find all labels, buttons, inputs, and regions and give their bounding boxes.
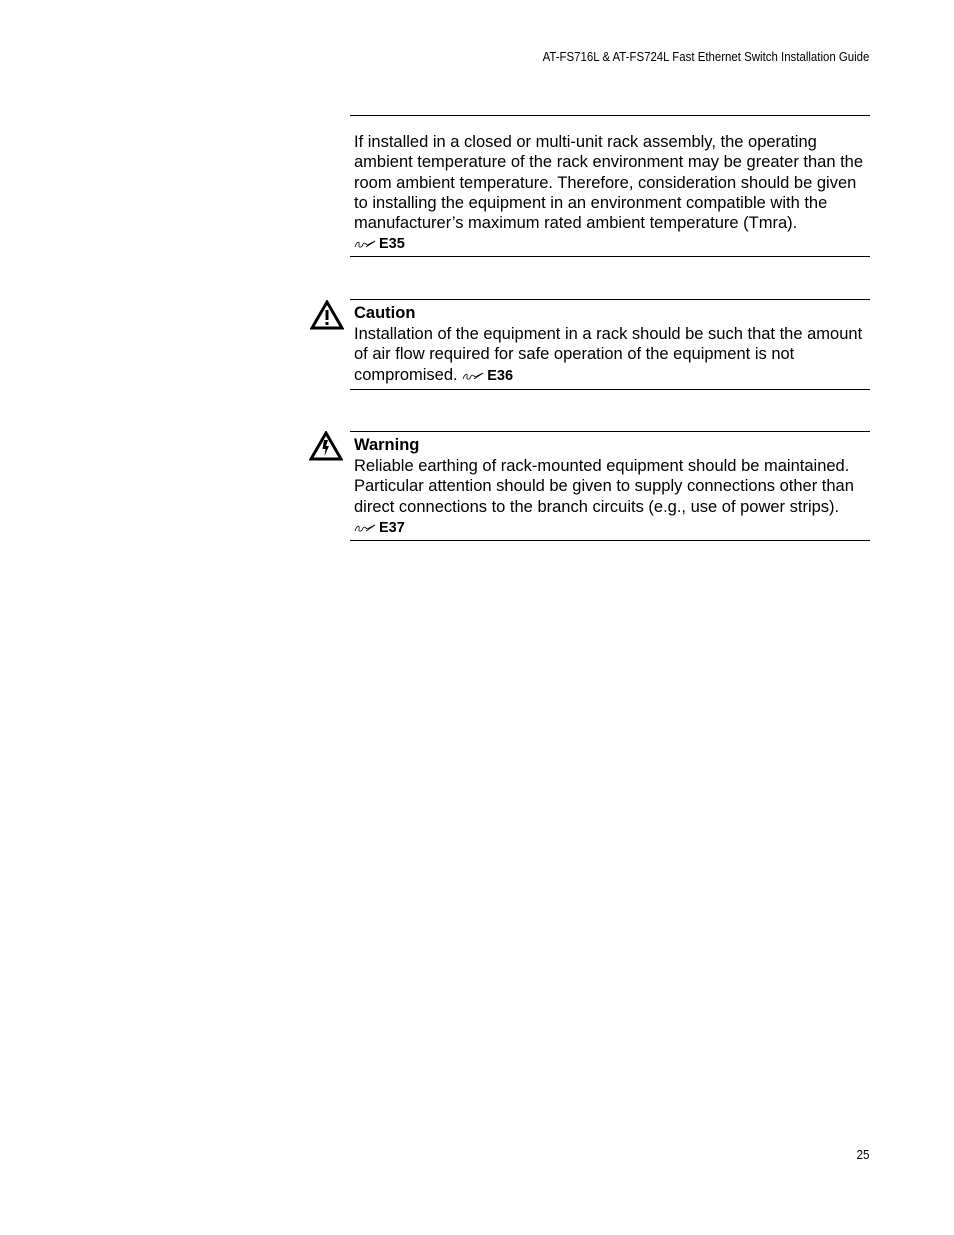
notice-ambient-temperature bbox=[350, 115, 870, 257]
translation-reference-icon bbox=[462, 371, 484, 381]
caution-exclamation-icon bbox=[310, 300, 344, 330]
translation-reference bbox=[354, 234, 870, 253]
notice-caution bbox=[350, 299, 870, 390]
running-header: AT-FS716L & AT-FS724L Fast Ethernet Switch Installation Guide bbox=[542, 49, 869, 64]
notice-warning bbox=[350, 431, 870, 541]
notice-text-content: Installation of the equipment in a rack should be such that the amount of air flow required for safe operation of the equipment is not compromised. bbox=[354, 325, 863, 384]
page-number: 25 bbox=[855, 1147, 869, 1162]
notice-text: Reliable earthing of rack-mounted equipment should be maintained. Particular attention should be given to supply connections other than direct connections to the branch circuits (e.g., use of power strips). bbox=[354, 457, 854, 516]
notice-text bbox=[354, 324, 870, 386]
reference-code: E36 bbox=[487, 367, 514, 384]
translation-reference-icon bbox=[354, 239, 376, 249]
translation-reference bbox=[354, 518, 870, 537]
translation-reference-icon bbox=[354, 523, 376, 533]
reference-code: E37 bbox=[379, 519, 405, 536]
notice-title: Warning bbox=[354, 436, 420, 454]
notice-text: If installed in a closed or multi-unit rack assembly, the operating ambient temperature of the rack environment may be greater than the room ambient temperature. Therefore, consideration should be given to installing the equipment in an environment compatible with the manufacturer’s maximum rated ambient temperature (Tmra). bbox=[354, 133, 864, 233]
reference-code: E35 bbox=[379, 236, 405, 253]
warning-lightning-icon bbox=[309, 431, 343, 461]
notice-title: Caution bbox=[354, 304, 416, 322]
